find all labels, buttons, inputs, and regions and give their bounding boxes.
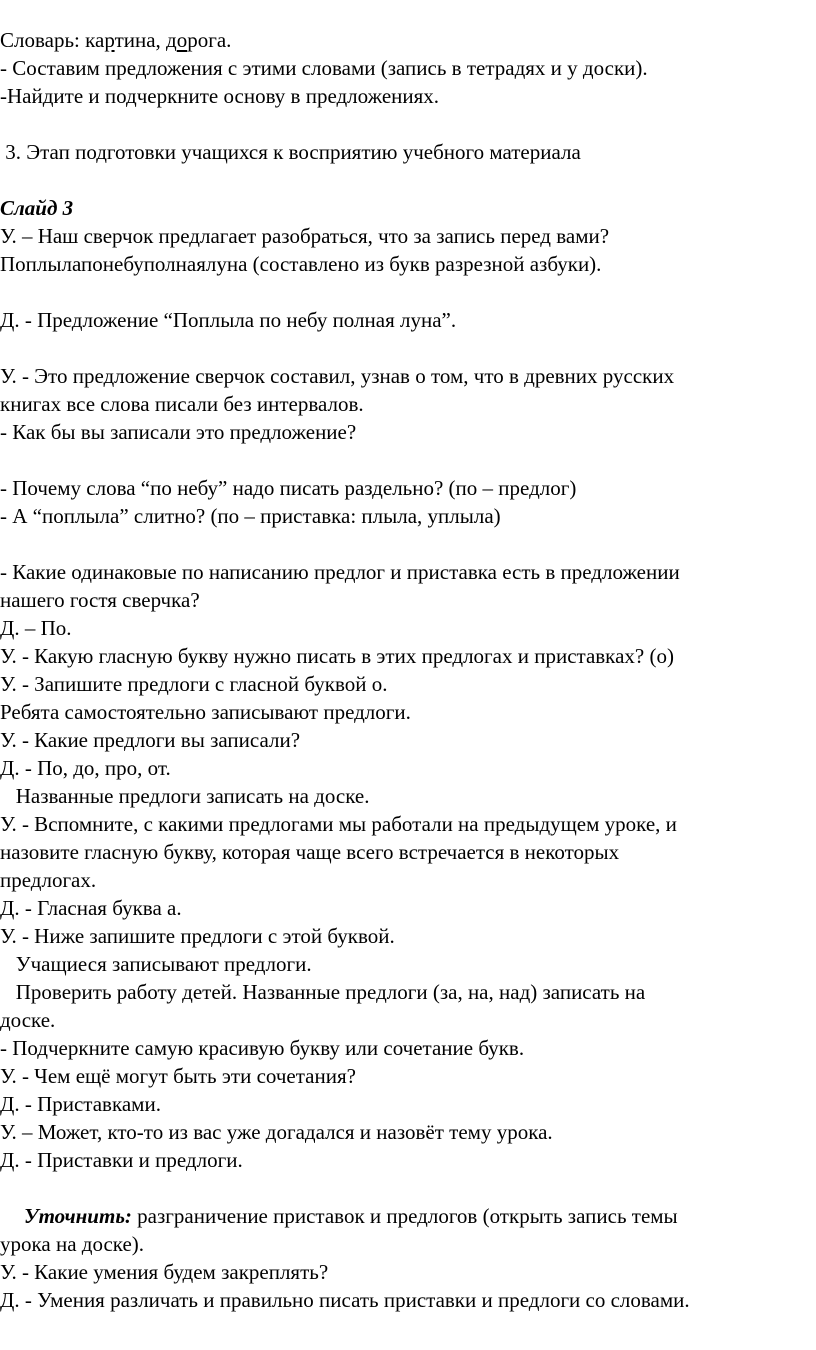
text-line: Д. - По, до, про, от. [0,756,171,780]
clarify-text: разграничение приставок и предлогов (открыть запись темы [131,1204,678,1228]
text-line: - Подчеркните самую красивую букву или сочетание букв. [0,1036,525,1060]
text-line: У. - Какую гласную букву нужно писать в этих предлогах и приставках? (о) [0,644,674,668]
text-line: У. - Вспомните, с какими предлогами мы работали на предыдущем уроке, и [0,812,677,836]
text-line: Д. – По. [0,616,72,640]
text-line: У. – Наш сверчок предлагает разобраться, что за запись перед вами? [0,224,610,248]
text-line: Проверить работу детей. Названные предлоги (за, на, над) записать на [0,980,646,1004]
text-line: У. - Какие предлоги вы записали? [0,728,301,752]
text-line: доске. [0,1008,56,1032]
text-line: Названные предлоги записать на доске. [0,784,370,808]
text-line: предлогах. [0,868,97,892]
text-line: У. – Может, кто-то из вас уже догадался и назовёт тему урока. [0,1120,553,1144]
text-line: У. - Чем ещё могут быть эти сочетания? [0,1064,356,1088]
text-line: - Как бы вы записали это предложение? [0,420,357,444]
text-line: -Найдите и подчеркните основу в предложениях. [0,84,440,108]
vocabulary-text: Словарь: ка [0,28,105,52]
vocabulary-line [0,26,816,54]
text-line: - Составим предложения с этими словами (запись в тетрадях и у доски). [0,56,648,80]
underlined-letter: р [104,28,115,52]
text-line: У. - Какие умения будем закреплять? [0,1260,329,1284]
text-line: - Какие одинаковые по написанию предлог и приставка есть в предложении [0,560,680,584]
blank-line [0,110,816,138]
document-page [0,26,816,1314]
text-line: назовите гласную букву, которая чаще всего встречается в некоторых [0,840,620,864]
text-line: нашего гостя сверчка? [0,588,200,612]
stage-heading: 3. Этап подготовки учащихся к восприятию учебного материала [0,140,581,164]
blank-line [0,278,816,306]
blank-line [0,530,816,558]
text-line: У. - Ниже запишите предлоги с этой буквой. [0,924,395,948]
text-line: У. - Это предложение сверчок составил, узнав о том, что в древних русских [0,364,675,388]
text-line: Ребята самостоятельно записывают предлоги. [0,700,411,724]
blank-line [0,166,816,194]
text-line: Д. - Приставки и предлоги. [0,1148,243,1172]
text-line: Учащиеся записывают предлоги. [0,952,312,976]
text-line: У. - Запишите предлоги с гласной буквой о. [0,672,388,696]
text-line: книгах все слова писали без интервалов. [0,392,364,416]
text-line: Поплылапонебуполнаялуна (составлено из букв разрезной азбуки). [0,252,602,276]
clarify-line [0,1202,816,1230]
text-line: - Почему слова “по небу” надо писать раздельно? (по – предлог) [0,476,577,500]
blank-line [0,446,816,474]
blank-line [0,1174,816,1202]
text-line: Д. - Гласная буква а. [0,896,182,920]
blank-line [0,334,816,362]
text-line: Д. - Предложение “Поплыла по небу полная луна”. [0,308,457,332]
text-line: - А “поплыла” слитно? (по – приставка: плыла, уплыла) [0,504,501,528]
text-line: Д. - Приставками. [0,1092,161,1116]
text-line: Д. - Умения различать и правильно писать приставки и предлоги со словами. [0,1288,690,1312]
underlined-letter: о [176,28,188,52]
slide-label: Слайд 3 [0,196,74,220]
vocabulary-text: тина, д [114,28,177,52]
vocabulary-text: рога. [187,28,232,52]
text-line: урока на доске). [0,1232,145,1256]
clarify-label: Уточнить: [24,1204,132,1228]
